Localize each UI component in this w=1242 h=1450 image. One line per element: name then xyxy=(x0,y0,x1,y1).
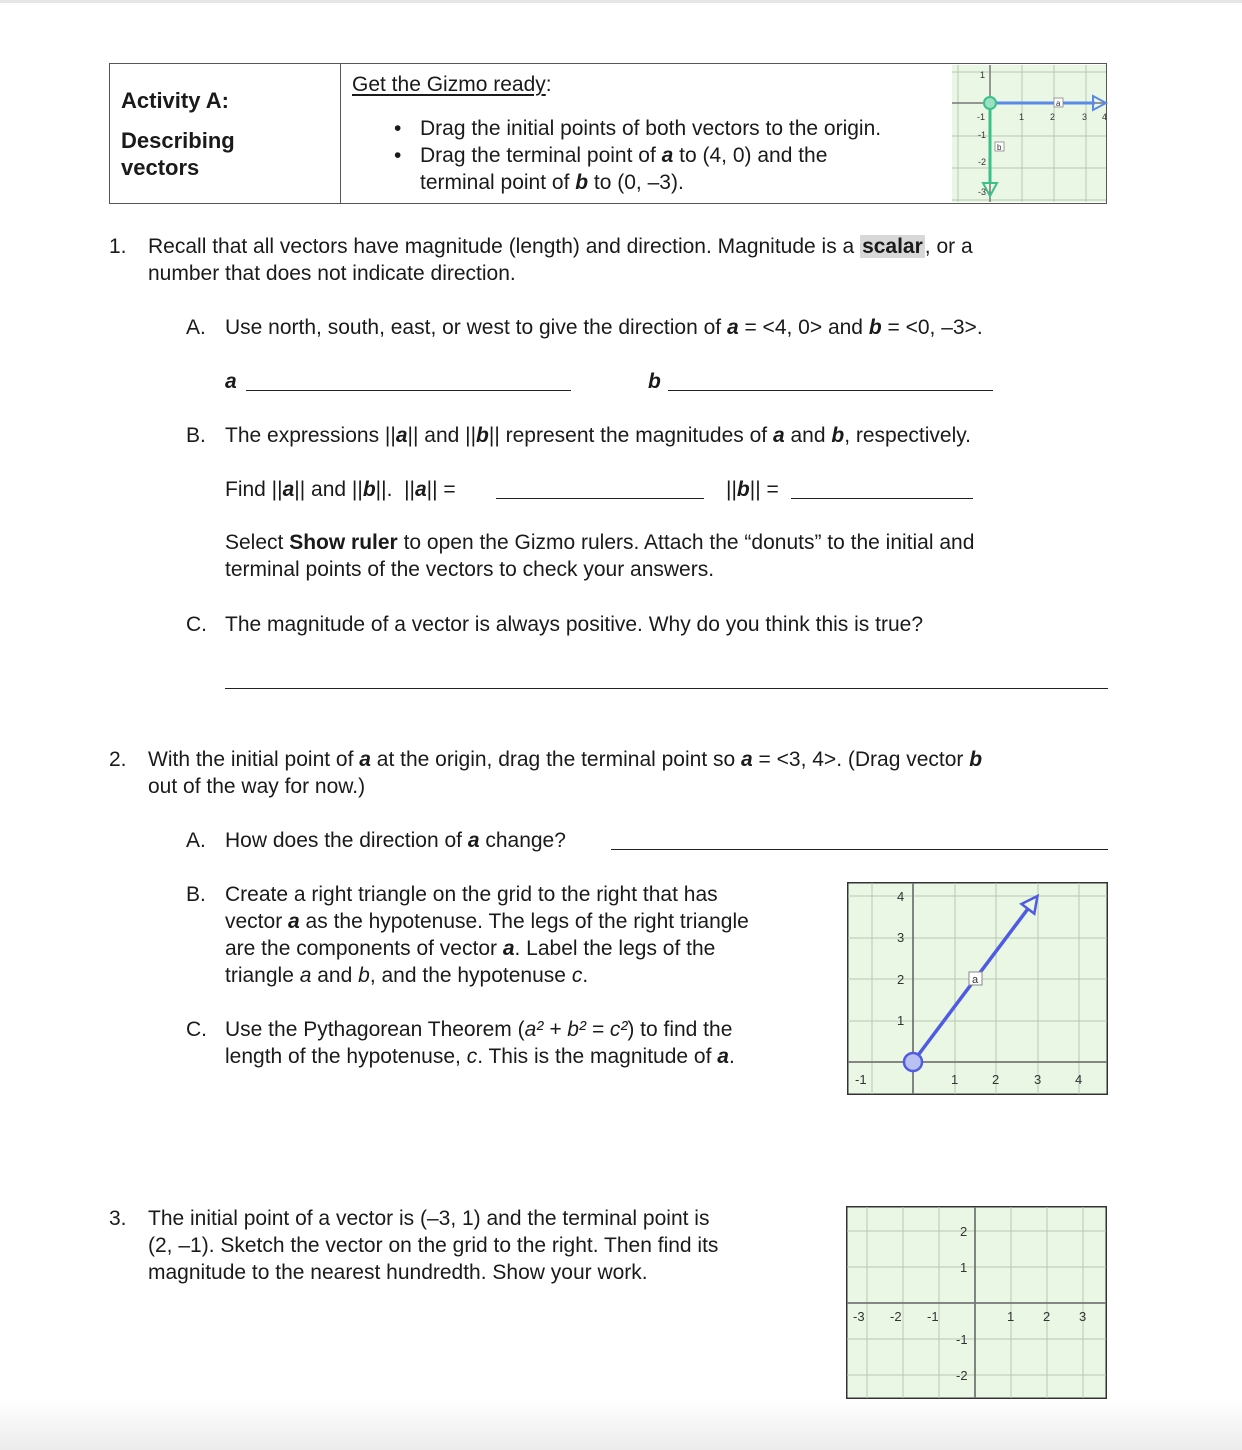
y-tick-label: 1 xyxy=(897,1013,905,1028)
q1a-answer-b-blank[interactable] xyxy=(668,366,993,391)
mini-label-a: a xyxy=(1056,99,1061,108)
activity-title: Activity A: xyxy=(121,88,229,113)
activity-table xyxy=(109,63,1107,204)
svg-text:-1: -1 xyxy=(978,130,987,140)
activity-label-cell xyxy=(110,64,341,203)
q1c-text: The magnitude of a vector is always positive. Why do you think this is true? xyxy=(225,613,923,636)
q1a-answer-a-blank[interactable] xyxy=(246,366,571,391)
x-tick-label: -1 xyxy=(927,1309,939,1324)
svg-text:1: 1 xyxy=(980,70,986,80)
q2a-text: How does the direction of a change? xyxy=(225,829,566,852)
q1b-ruler-instructions: Select Show ruler to open the Gizmo rulers. Attach the “donuts” to the initial and terminal points of the vectors to check your answers. xyxy=(225,531,975,581)
x-tick-label: 2 xyxy=(1043,1309,1051,1324)
q2-text: With the initial point of a at the origin, drag the terminal point so a = <3, 4>. (Drag vector b out of the way for now.) xyxy=(148,748,983,798)
q1b-find-text: Find ||a|| and ||b||. ||a|| = xyxy=(225,478,456,501)
q1-number: 1. xyxy=(109,235,127,258)
y-tick-label: 3 xyxy=(897,930,905,945)
x-tick-label: 4 xyxy=(1075,1072,1083,1087)
svg-text:-3: -3 xyxy=(978,187,987,197)
q2a-letter: A. xyxy=(186,829,206,852)
gizmo-ready-heading: Get the Gizmo ready: xyxy=(352,73,552,96)
activity-instructions xyxy=(390,115,881,196)
x-tick-label: -3 xyxy=(853,1309,865,1324)
gizmo-mini-grid xyxy=(952,65,1106,202)
q2-number: 2. xyxy=(109,748,127,771)
vector-a-initial-point xyxy=(904,1053,922,1071)
q2-vector-grid[interactable] xyxy=(847,882,1108,1095)
q1c-answer-blank[interactable] xyxy=(225,664,1108,689)
y-tick-label: -1 xyxy=(956,1332,968,1347)
svg-text:2: 2 xyxy=(1050,112,1056,122)
page-bottom-fade xyxy=(0,1400,1242,1450)
svg-text:-2: -2 xyxy=(978,157,987,167)
x-tick-label: 3 xyxy=(1079,1309,1087,1324)
svg-text:4: 4 xyxy=(1102,112,1108,122)
q2b-text: Create a right triangle on the grid to the right that has vector a as the hypotenuse. The legs of the right triangle are the components of vector a. Label the legs of the triangle a and b, and the hypotenuse c. xyxy=(225,883,749,987)
q1b-find-b-label: ||b|| = xyxy=(726,478,779,501)
q1a-answer-b-label: b xyxy=(648,370,661,393)
vector-label-a: a xyxy=(972,974,979,986)
q2a-answer-blank[interactable] xyxy=(611,825,1108,850)
mini-label-b: b xyxy=(997,143,1002,152)
x-tick-label: 1 xyxy=(951,1072,959,1087)
page-top-border xyxy=(0,0,1242,3)
q3-sketch-grid[interactable] xyxy=(846,1206,1107,1399)
q2c-letter: C. xyxy=(186,1018,207,1041)
q1a-answer-a-label: a xyxy=(225,370,237,393)
y-tick-label: -2 xyxy=(956,1368,968,1383)
y-tick-label: 1 xyxy=(960,1260,968,1275)
q2c-text: Use the Pythagorean Theorem (a² + b² = c²) to find the length of the hypotenuse, c. This is the magnitude of a. xyxy=(225,1018,735,1068)
q1a-text: Use north, south, east, or west to give the direction of a = <4, 0> and b = <0, –3>. xyxy=(225,316,983,339)
scalar-term: scalar xyxy=(862,235,923,258)
origin-point xyxy=(984,97,996,109)
q2b-letter: B. xyxy=(186,883,206,906)
q1c-letter: C. xyxy=(186,613,207,636)
q1b-letter: B. xyxy=(186,424,206,447)
activity-subtitle: Describing vectors xyxy=(121,128,235,180)
instruction-bullet: • Drag the terminal point of a to (4, 0) and the terminal point of b to (0, –3). xyxy=(394,144,828,194)
x-tick-label: -2 xyxy=(890,1309,902,1324)
q1b-text: The expressions ||a|| and ||b|| represent the magnitudes of a and b, respectively. xyxy=(225,424,972,447)
svg-text:-1: -1 xyxy=(977,112,986,122)
q1a-letter: A. xyxy=(186,316,206,339)
x-tick-label: 1 xyxy=(1007,1309,1015,1324)
q3-text: The initial point of a vector is (–3, 1) and the terminal point is (2, –1). Sketch the vector on the grid to the right. Then find its magnitude to the nearest hundredth. Show your work. xyxy=(148,1207,719,1284)
q1-text: Recall that all vectors have magnitude (length) and direction. Magnitude is a scalar, or a number that does not indicate direction. xyxy=(148,235,973,285)
y-tick-label: 4 xyxy=(897,889,905,904)
q3-number: 3. xyxy=(109,1207,127,1230)
svg-text:1: 1 xyxy=(1019,112,1025,122)
x-tick-label: 3 xyxy=(1034,1072,1042,1087)
q1b-magnitude-a-blank[interactable] xyxy=(496,474,704,499)
x-tick-label: 2 xyxy=(992,1072,1000,1087)
y-tick-label: 2 xyxy=(897,972,905,987)
y-tick-label: 2 xyxy=(960,1224,968,1239)
q1b-magnitude-b-blank[interactable] xyxy=(791,474,973,499)
instruction-bullet: • Drag the initial points of both vectors to the origin. xyxy=(394,117,882,140)
svg-text:3: 3 xyxy=(1082,112,1088,122)
x-tick-label: -1 xyxy=(855,1072,867,1087)
